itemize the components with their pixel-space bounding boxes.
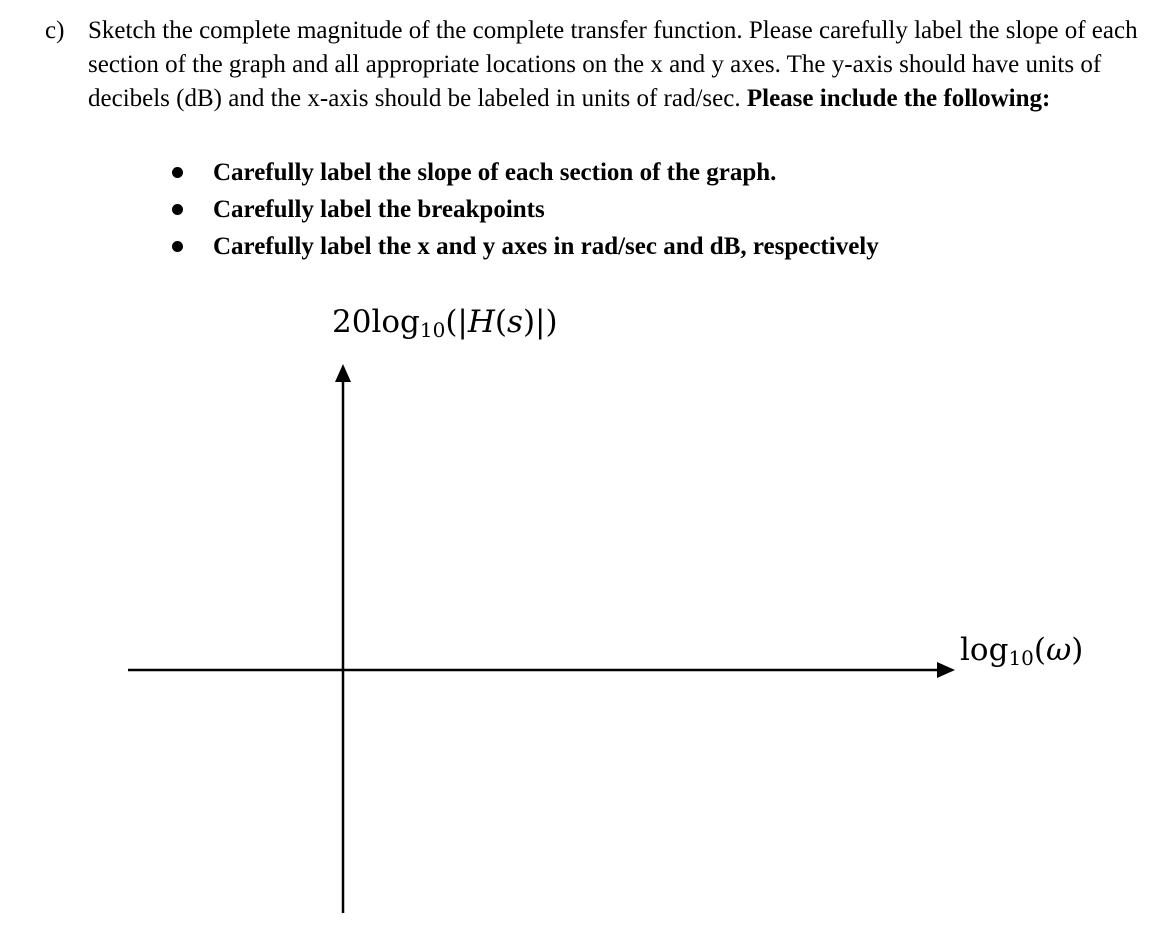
y-label-paren: ( bbox=[494, 304, 508, 340]
x-label-prefix: log bbox=[960, 632, 1009, 668]
y-label-variable: H bbox=[467, 304, 495, 340]
x-label-subscript: 10 bbox=[1008, 646, 1034, 670]
x-label-variable: ω bbox=[1046, 632, 1072, 668]
bullet-text: Carefully label the slope of each section of the graph. bbox=[213, 159, 777, 186]
y-axis-label bbox=[332, 304, 558, 342]
y-label-open: (| bbox=[445, 304, 468, 340]
x-axis-arrowhead bbox=[937, 662, 955, 678]
y-axis-arrowhead bbox=[335, 364, 351, 382]
y-label-prefix: 20log bbox=[332, 304, 420, 340]
x-label-open: ( bbox=[1033, 632, 1046, 668]
y-label-s: s bbox=[507, 304, 523, 340]
bullet-text: Carefully label the x and y axes in rad/sec and dB, respectively bbox=[213, 233, 879, 260]
question-instructions: Sketch the complete magnitude of the complete transfer function. Please carefully label the slope of each section of the graph and all appropriate locations on the x and y axes. The y-axis should have units of decibels (dB) and the x-axis should be labeled in units of rad/sec. bbox=[88, 17, 1138, 112]
y-label-close: )|) bbox=[522, 304, 558, 340]
question-label: c) bbox=[45, 17, 65, 44]
y-label-subscript: 10 bbox=[419, 318, 446, 342]
bullet-text: Carefully label the breakpoints bbox=[213, 196, 545, 223]
question-bold-tail: Please include the following: bbox=[746, 85, 1051, 112]
x-label-close: ) bbox=[1071, 632, 1084, 668]
x-axis-label bbox=[960, 632, 1083, 670]
